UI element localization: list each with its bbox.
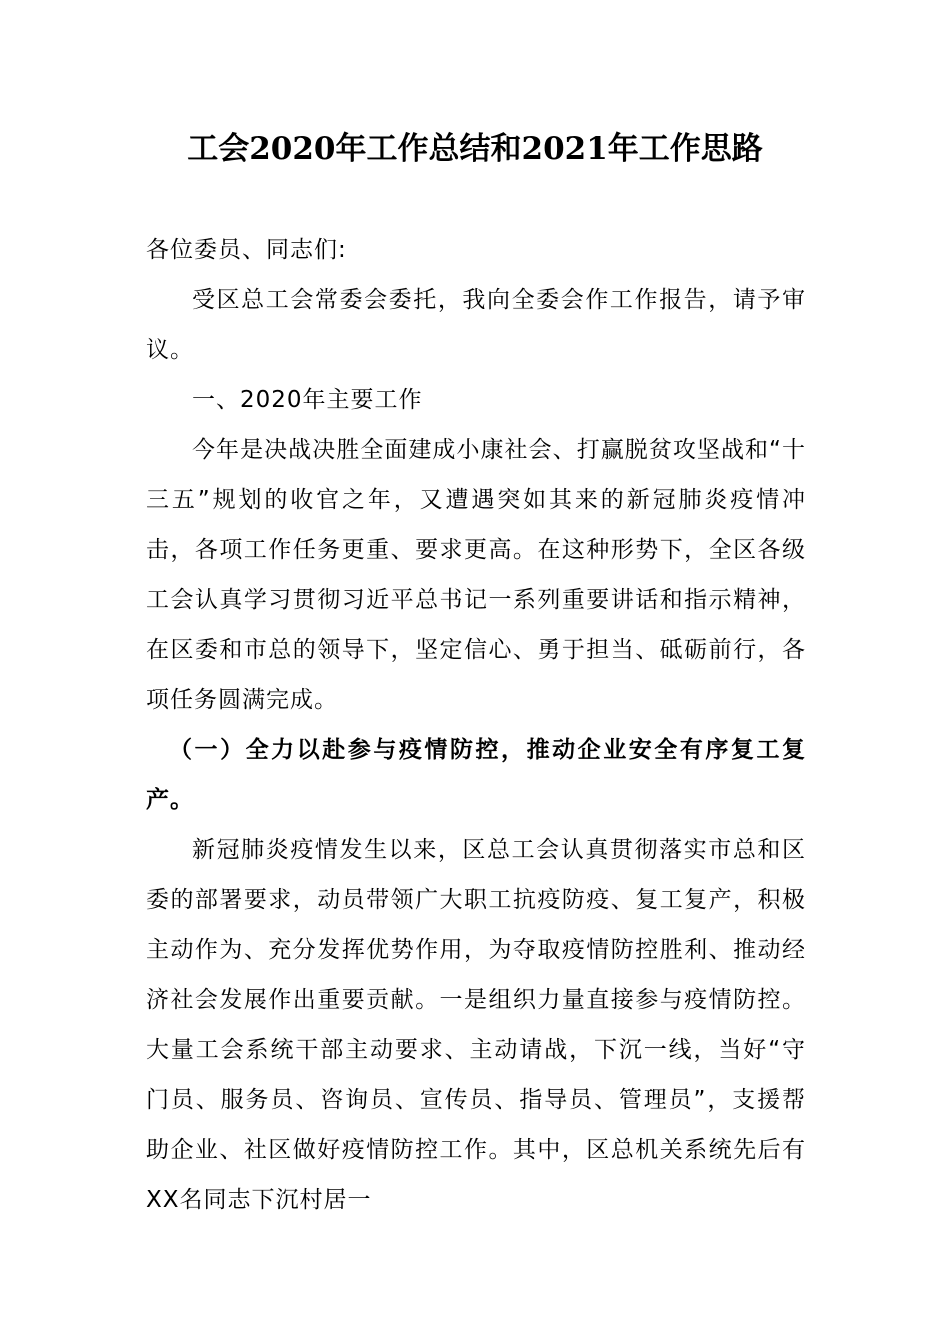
subsection-1-paragraph: 新冠肺炎疫情发生以来，区总工会认真贯彻落实市总和区委的部署要求，动员带领广大职工抗疫防疫、复工复产，积极主动作为、充分发挥优势作用，为夺取疫情防控胜利、推动经济社会发展作出重要贡献。一是组织力量直接参与疫情防控。大量工会系统干部主动要求、主动请战，下沉一线，当好“守门员、服务员、咨询员、宣传员、指导员、管理员”，支援帮助企业、社区做好疫情防控工作。其中，区总机关系统先后有XX名同志下沉村居一 (146, 837, 806, 1213)
salutation: 各位委员、同志们: (146, 237, 347, 263)
subsection-heading-1: （一）全力以赴参与疫情防控，推动企业安全有序复工复产。 (146, 737, 806, 813)
section-1-paragraph: 今年是决战决胜全面建成小康社会、打赢脱贫攻坚战和“十三五”规划的收官之年，又遭遇突如其来的新冠肺炎疫情冲击，各项工作任务更重、要求更高。在这种形势下，全区各级工会认真学习贯彻习近平总书记一系列重要讲话和指示精神，在区委和市总的领导下，坚定信心、勇于担当、砥砺前行，各项任务圆满完成。 (146, 437, 806, 713)
intro-paragraph: 受区总工会常委会委托，我向全委会作工作报告，请予审议。 (146, 287, 806, 363)
document-body (146, 225, 806, 1225)
section-heading-1: 一、2020年主要工作 (192, 387, 423, 413)
document-title: 工会2020年工作总结和2021年工作思路 (187, 131, 763, 167)
